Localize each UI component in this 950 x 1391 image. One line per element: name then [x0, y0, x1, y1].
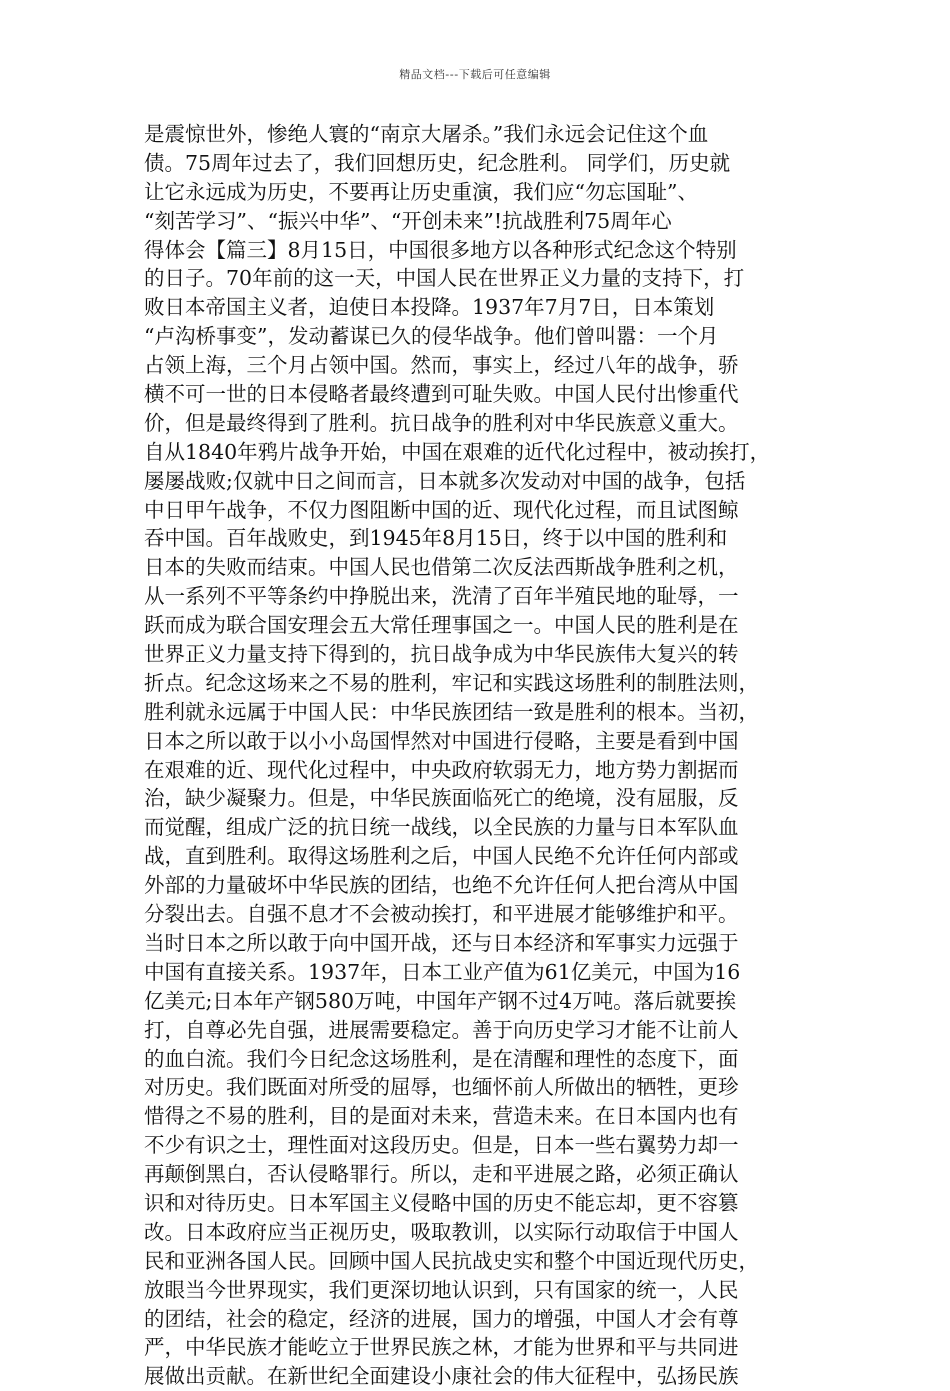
body-text-line: 战，直到胜利。取得这场胜利之后，中国人民绝不允许任何内部或: [144, 844, 739, 869]
body-text-line: 价，但是最终得到了胜利。抗日战争的胜利对中华民族意义重大。: [144, 410, 739, 435]
body-text-line: 严，中华民族才能屹立于世界民族之林，才能为世界和平与共同进: [144, 1335, 739, 1360]
body-text-line: 当时日本之所以敢于向中国开战，还与日本经济和军事实力远强于: [144, 930, 739, 955]
body-text-line: 的团结，社会的稳定，经济的进展，国力的增强，中国人才会有尊: [144, 1306, 739, 1331]
page-header: 精品文档---下载后可任意编辑: [399, 68, 551, 81]
body-text-line: 惜得之不易的胜利，目的是面对未来，营造未来。在日本国内也有: [144, 1104, 739, 1129]
body-text-line: 在艰难的近、现代化过程中，中央政府软弱无力，地方势力割据而: [144, 757, 739, 782]
body-text-line: 日本之所以敢于以小小岛国悍然对中国进行侵略，主要是看到中国: [144, 728, 739, 753]
body-text-line: 败日本帝国主义者，迫使日本投降。1937年7月7日，日本策划: [144, 295, 715, 320]
body-text-line: 治，缺少凝聚力。但是，中华民族面临死亡的绝境，没有屈服，反: [144, 786, 739, 811]
body-text-line: 跃而成为联合国安理会五大常任理事国之一。中国人民的胜利是在: [144, 613, 739, 638]
body-text-line: 让它永远成为历史，不要再让历史重演，我们应“勿忘国耻”、: [144, 179, 698, 204]
body-text-line: 对历史。我们既面对所受的屈辱，也缅怀前人所做出的牺牲，更珍: [144, 1075, 739, 1100]
document-body: [144, 120, 820, 1391]
body-text-line: 的血白流。我们今日纪念这场胜利，是在清醒和理性的态度下，面: [144, 1046, 739, 1071]
body-text-line: 改。日本政府应当正视历史，吸取教训，以实际行动取信于中国人: [144, 1219, 739, 1244]
body-text-line: 再颠倒黑白，否认侵略罪行。所以，走和平进展之路，必须正确认: [144, 1162, 739, 1187]
body-text-line: 打，自尊必先自强，进展需要稳定。善于向历史学习才能不让前人: [144, 1017, 739, 1042]
body-text-line: 占领上海，三个月占领中国。然而，事实上，经过八年的战争，骄: [144, 353, 739, 378]
body-text-line: 从一系列不平等条约中挣脱出来，洗清了百年半殖民地的耻辱，一: [144, 584, 739, 609]
body-text-line: 民和亚洲各国人民。回顾中国人民抗战史实和整个中国近现代历史，: [144, 1248, 759, 1273]
body-text-line: 亿美元;日本年产钢580万吨，中国年产钢不过4万吨。落后就要挨: [144, 988, 737, 1013]
body-text-line: 中日甲午战争，不仅力图阻断中国的近、现代化过程，而且试图鲸: [144, 497, 739, 522]
body-text-line: 吞中国。百年战败史，到1945年8月15日，终于以中国的胜利和: [144, 526, 728, 551]
body-text-line: 世界正义力量支持下得到的，抗日战争成为中华民族伟大复兴的转: [144, 642, 739, 667]
body-text-line: 横不可一世的日本侵略者最终遭到可耻失败。中国人民付出惨重代: [144, 382, 739, 407]
body-text-line: 外部的力量破坏中华民族的团结，也绝不允许任何人把台湾从中国: [144, 873, 739, 898]
body-text-line: 得体会【篇三】8月15日，中国很多地方以各种形式纪念这个特别: [144, 237, 737, 262]
body-text-line: 中国有直接关系。1937年，日本工业产值为61亿美元，中国为16: [144, 959, 741, 984]
body-text-line: 的日子。70年前的这一天，中国人民在世界正义力量的支持下，打: [144, 266, 745, 291]
body-text-line: “刻苦学习”、“振兴中华”、“开创未来”!抗战胜利75周年心: [144, 208, 672, 233]
body-text-line: 不少有识之士，理性面对这段历史。但是，日本一些右翼势力却一: [144, 1133, 739, 1158]
body-text-line: 屡屡战败;仅就中日之间而言，日本就多次发动对中国的战争，包括: [144, 468, 746, 493]
body-text-line: 而觉醒，组成广泛的抗日统一战线，以全民族的力量与日本军队血: [144, 815, 739, 840]
body-text-line: 胜利就永远属于中国人民：中华民族团结一致是胜利的根本。当初，: [144, 699, 759, 724]
body-text-line: 识和对待历史。日本军国主义侵略中国的历史不能忘却，更不容篡: [144, 1190, 739, 1215]
body-text-line: 日本的失败而结束。中国人民也借第二次反法西斯战争胜利之机，: [144, 555, 739, 580]
body-text-line: 放眼当今世界现实，我们更深切地认识到，只有国家的统一，人民: [144, 1277, 739, 1302]
body-text-line: 债。75周年过去了，我们回想历史，纪念胜利。 同学们，历史就: [144, 150, 731, 175]
body-text-line: 折点。纪念这场来之不易的胜利，牢记和实践这场胜利的制胜法则，: [144, 670, 759, 695]
body-text-line: “卢沟桥事变”，发动蓄谋已久的侵华战争。他们曾叫嚣：一个月: [144, 324, 719, 349]
body-text-line: 展做出贡献。在新世纪全面建设小康社会的伟大征程中，弘扬民族: [144, 1364, 739, 1389]
body-text-line: 分裂出去。自强不息才不会被动挨打，和平进展才能够维护和平。: [144, 902, 739, 927]
body-text-line: 是震惊世外，惨绝人寰的“南京大屠杀。”我们永远会记住这个血: [144, 122, 709, 146]
body-text-line: 自从1840年鸦片战争开始，中国在艰难的近代化过程中，被动挨打，: [144, 439, 771, 464]
